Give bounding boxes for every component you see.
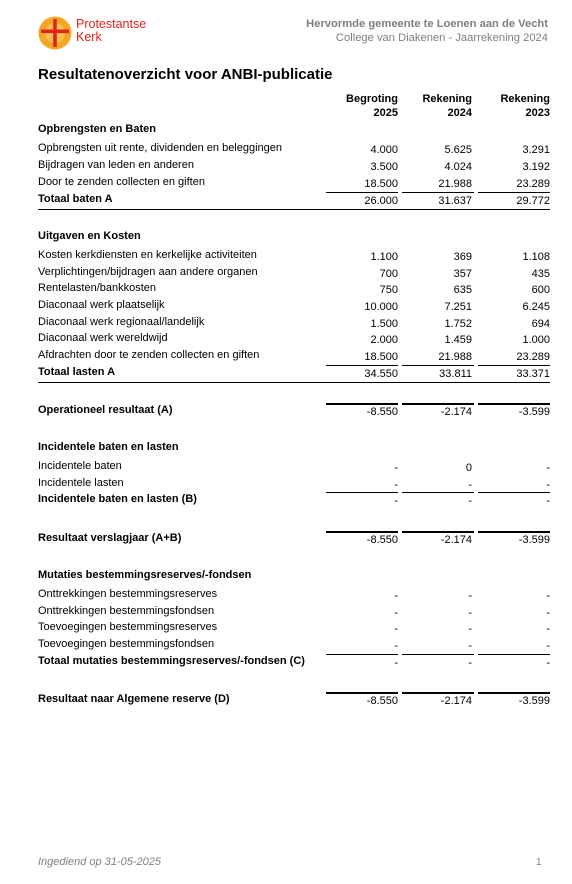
result-rule [478, 692, 550, 694]
table-row: Verplichtingen/bijdragen aan andere organen 700 357 435 [38, 266, 550, 280]
result-row: Operationeel resultaat (A) -8.550 -2.174 -3.599 [38, 404, 550, 418]
result-rule [478, 531, 550, 533]
table-row: Incidentele baten - 0 - [38, 460, 550, 474]
submission-date: Ingediend op 31-05-2025 [38, 856, 161, 868]
table-row: Afdrachten door te zenden collecten en giften 18.500 21.988 23.289 [38, 349, 550, 363]
table-row: Toevoegingen bestemmingsreserves - - - [38, 621, 550, 635]
section-heading: Mutaties bestemmingsreserves/-fondsen [38, 569, 252, 581]
result-rule [326, 403, 398, 405]
table-row: Onttrekkingen bestemmingsreserves - - - [38, 588, 550, 602]
result-rule [402, 403, 474, 405]
total-row: Totaal lasten A 34.550 33.811 33.371 [38, 366, 550, 380]
logo-cross-icon [38, 16, 72, 50]
section-heading: Incidentele baten en lasten [38, 441, 179, 453]
table-row: Onttrekkingen bestemmingsfondsen - - - [38, 605, 550, 619]
result-rule [326, 531, 398, 533]
subtotal-rule [326, 192, 398, 193]
document-subtitle: College van Diakenen - Jaarrekening 2024 [335, 32, 548, 44]
subtotal-rule [478, 365, 550, 366]
table-row: Rentelasten/bankkosten 750 635 600 [38, 282, 550, 296]
table-row: Incidentele lasten - - - [38, 477, 550, 491]
subtotal-rule [478, 192, 550, 193]
result-row: Resultaat naar Algemene reserve (D) -8.550 -2.174 -3.599 [38, 693, 550, 707]
logo-line-2: Kerk [76, 30, 102, 44]
column-header-rekening-2023: Rekening 2023 [500, 93, 550, 119]
subtotal-rule [326, 365, 398, 366]
table-row: Diaconaal werk wereldwijd 2.000 1.459 1.000 [38, 332, 550, 346]
subtotal-rule [478, 492, 550, 493]
logo-wordmark [76, 18, 146, 44]
logo-line-1: Protestantse [76, 17, 147, 31]
section-heading: Uitgaven en Kosten [38, 230, 141, 242]
subtotal-rule [402, 492, 474, 493]
result-rule [478, 403, 550, 405]
table-row: Kosten kerkdiensten en kerkelijke activiteiten 1.100 369 1.108 [38, 249, 550, 263]
subtotal-rule [326, 654, 398, 655]
table-row: Door te zenden collecten en giften 18.500 21.988 23.289 [38, 176, 550, 190]
result-rule [402, 531, 474, 533]
result-row: Resultaat verslagjaar (A+B) -8.550 -2.174 -3.599 [38, 532, 550, 546]
section-heading: Opbrengsten en Baten [38, 123, 156, 135]
result-rule [402, 692, 474, 694]
total-row: Totaal mutaties bestemmingsreserves/-fondsen (C) - - - [38, 655, 550, 669]
table-row: Opbrengsten uit rente, dividenden en beleggingen 4.000 5.625 3.291 [38, 142, 550, 156]
column-header-begroting-2025: Begroting 2025 [346, 93, 398, 119]
table-row: Bijdragen van leden en anderen 3.500 4.024 3.192 [38, 159, 550, 173]
subtotal-rule [402, 365, 474, 366]
total-row: Totaal baten A 26.000 31.637 29.772 [38, 193, 550, 207]
document-header [306, 17, 548, 45]
page-number: 1 [536, 857, 542, 868]
column-header-rekening-2024: Rekening 2024 [422, 93, 472, 119]
total-rule [38, 382, 550, 383]
total-row: Incidentele baten en lasten (B) - - - [38, 493, 550, 507]
table-row: Diaconaal werk regionaal/landelijk 1.500 1.752 694 [38, 316, 550, 330]
result-rule [326, 692, 398, 694]
subtotal-rule [402, 654, 474, 655]
organisation-name: Hervormde gemeente te Loenen aan de Vecht [306, 18, 548, 30]
subtotal-rule [478, 654, 550, 655]
subtotal-rule [402, 192, 474, 193]
subtotal-rule [326, 492, 398, 493]
page-title: Resultatenoverzicht voor ANBI-publicatie [38, 66, 333, 83]
table-row: Diaconaal werk plaatselijk 10.000 7.251 6.245 [38, 299, 550, 313]
table-row: Toevoegingen bestemmingsfondsen - - - [38, 638, 550, 652]
total-rule [38, 209, 550, 210]
